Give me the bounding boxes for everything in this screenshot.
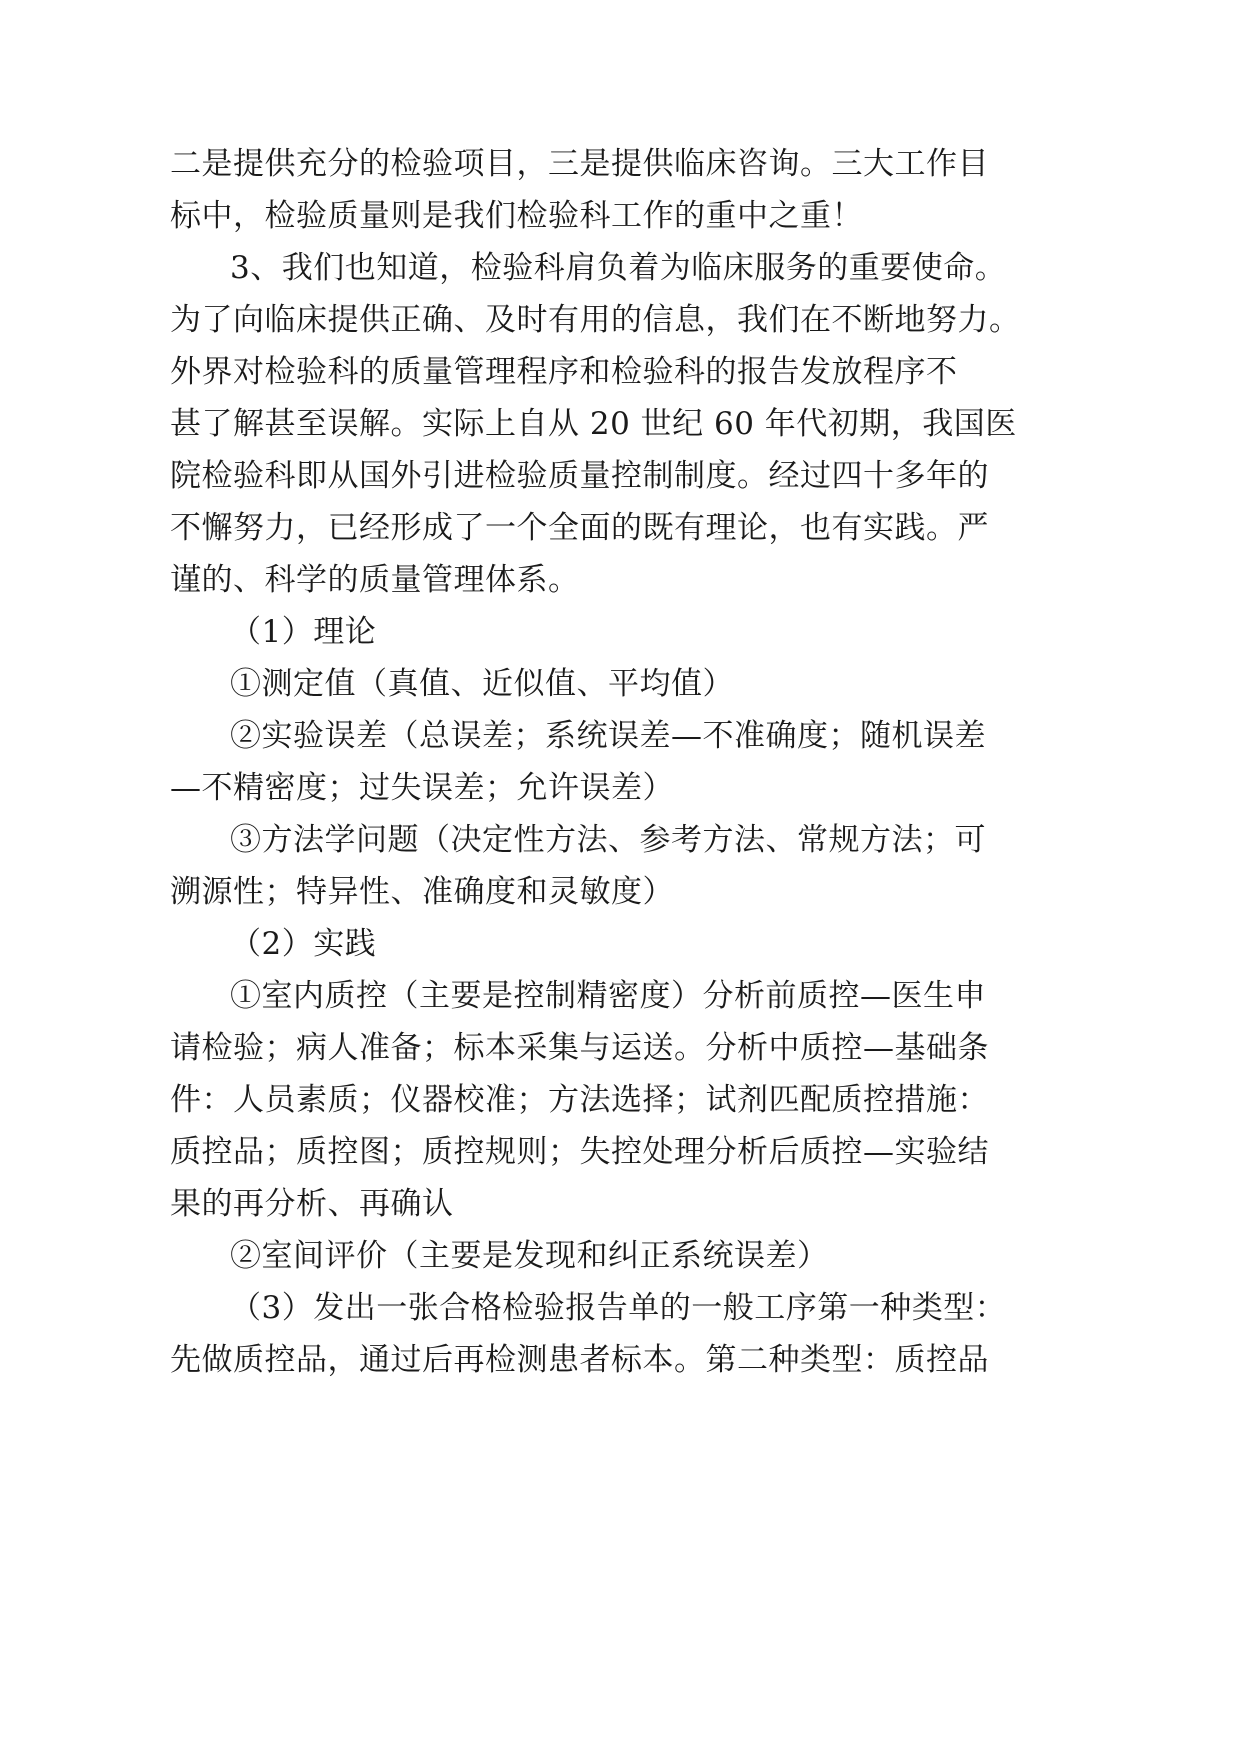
text-line: 3、我们也知道，检验科肩负着为临床服务的重要使命。 (230, 250, 1007, 286)
text-line: 请检验；病人准备；标本采集与运送。分析中质控—基础条 (170, 1030, 989, 1066)
text-line: 为了向临床提供正确、及时有用的信息，我们在不断地努力。 (170, 302, 1021, 338)
text-line: 谨的、科学的质量管理体系。 (170, 562, 580, 598)
text-line: ①测定值（真值、近似值、平均值） (230, 666, 734, 702)
text-line: （1）理论 (230, 614, 377, 650)
text-line: 件：人员素质；仪器校准；方法选择；试剂匹配质控措施： (170, 1082, 989, 1118)
text-line: 甚了解甚至误解。实际上自从 20 世纪 60 年代初期，我国医 (170, 406, 1017, 442)
text-line: ①室内质控（主要是控制精密度）分析前质控—医生申 (230, 978, 986, 1014)
text-line: 质控品；质控图；质控规则；失控处理分析后质控—实验结 (170, 1134, 989, 1170)
text-line: （3）发出一张合格检验报告单的一般工序第一种类型： (230, 1290, 1007, 1326)
text-line: （2）实践 (230, 926, 377, 962)
text-line: ③方法学问题（决定性方法、参考方法、常规方法；可 (230, 822, 986, 858)
text-line: ②实验误差（总误差；系统误差—不准确度；随机误差 (230, 718, 986, 754)
text-line: 标中，检验质量则是我们检验科工作的重中之重！ (170, 198, 863, 234)
text-line: 外界对检验科的质量管理程序和检验科的报告发放程序不 (170, 354, 958, 390)
text-line: 不懈努力，已经形成了一个全面的既有理论，也有实践。严 (170, 510, 989, 546)
text-line: 果的再分析、再确认 (170, 1186, 454, 1222)
text-line: 院检验科即从国外引进检验质量控制制度。经过四十多年的 (170, 458, 989, 494)
text-line: 溯源性；特异性、准确度和灵敏度） (170, 874, 674, 910)
text-line: 先做质控品，通过后再检测患者标本。第二种类型：质控品 (170, 1342, 989, 1378)
text-line: 二是提供充分的检验项目，三是提供临床咨询。三大工作目 (170, 146, 989, 182)
text-line: —不精密度；过失误差；允许误差） (170, 770, 674, 806)
text-line: ②室间评价（主要是发现和纠正系统误差） (230, 1238, 829, 1274)
